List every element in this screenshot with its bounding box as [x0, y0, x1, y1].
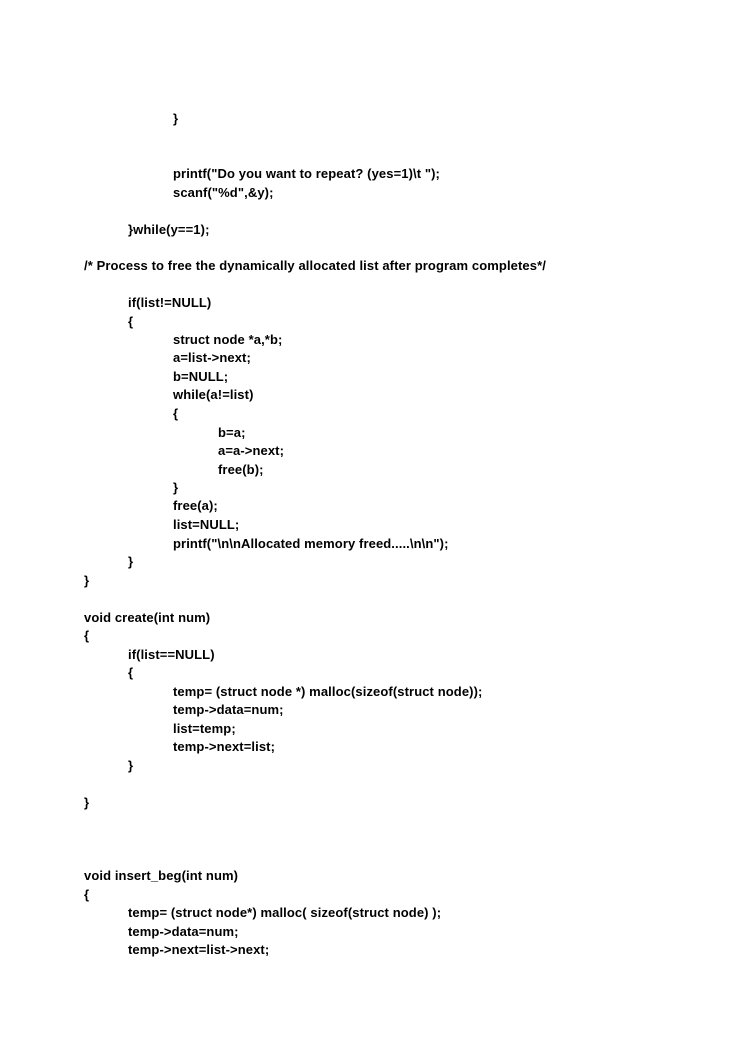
code-line: temp->data=num; [173, 702, 284, 717]
code-line: list=temp; [173, 721, 236, 736]
code-line: if(list==NULL) [128, 647, 215, 662]
code-line: } [128, 758, 134, 773]
code-line: if(list!=NULL) [128, 295, 212, 310]
code-comment: /* Process to free the dynamically allocated list after program completes*/ [84, 258, 546, 273]
code-line: }while(y==1); [128, 222, 210, 237]
code-line: temp->data=num; [128, 924, 239, 939]
code-line: temp->next=list; [173, 739, 276, 754]
code-line: free(a); [173, 498, 218, 513]
code-line: temp->next=list->next; [128, 942, 270, 957]
code-line: { [84, 887, 90, 902]
code-line: printf("Do you want to repeat? (yes=1)\t "); [173, 166, 440, 181]
code-line: temp= (struct node *) malloc(sizeof(struct node)); [173, 684, 483, 699]
code-line: a=list->next; [173, 350, 251, 365]
code-function-signature: void insert_beg(int num) [84, 868, 239, 883]
code-line: } [84, 573, 90, 588]
code-line: free(b); [218, 462, 264, 477]
code-line: } [173, 480, 179, 495]
code-line: { [84, 628, 90, 643]
code-line: a=a->next; [218, 443, 285, 458]
code-line: } [128, 554, 134, 569]
code-line: temp= (struct node*) malloc( sizeof(struct node) ); [128, 905, 442, 920]
code-line: b=a; [218, 425, 246, 440]
code-line: { [173, 406, 179, 421]
code-line: scanf("%d",&y); [173, 185, 274, 200]
code-line: while(a!=list) [173, 387, 254, 402]
code-line: { [128, 665, 134, 680]
code-line: { [128, 314, 134, 329]
code-line: b=NULL; [173, 369, 229, 384]
code-line: list=NULL; [173, 517, 240, 532]
code-line: struct node *a,*b; [173, 332, 283, 347]
code-function-signature: void create(int num) [84, 610, 211, 625]
code-line: printf("\n\nAllocated memory freed.....\n\n"); [173, 536, 449, 551]
code-line: } [84, 795, 90, 810]
code-line: } [173, 111, 179, 126]
